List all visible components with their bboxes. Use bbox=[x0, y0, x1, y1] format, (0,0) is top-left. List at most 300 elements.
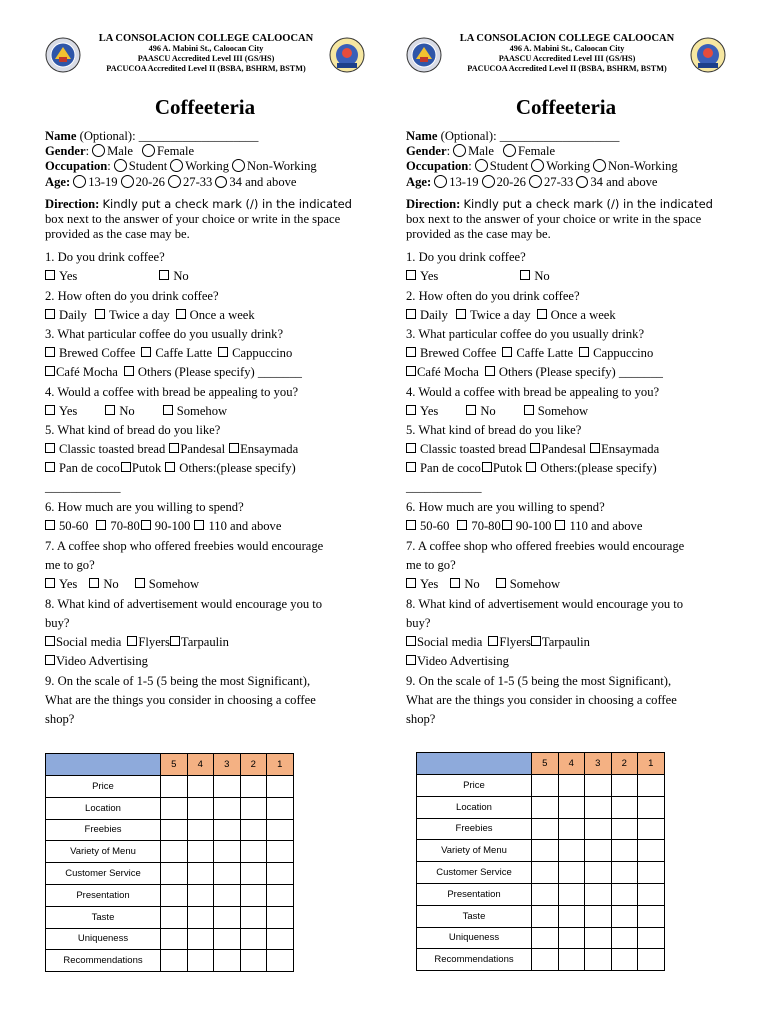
rating-factor-label: Variety of Menu bbox=[46, 841, 161, 863]
occupation-nonworking-radio[interactable] bbox=[232, 159, 245, 172]
gender-male-radio[interactable] bbox=[92, 144, 105, 157]
rating-cell-5[interactable] bbox=[161, 928, 188, 950]
rating-cell-4[interactable] bbox=[558, 862, 585, 884]
rating-cell-5[interactable] bbox=[532, 883, 559, 905]
q3-latte-checkbox[interactable] bbox=[502, 347, 512, 357]
occupation-student-label: Student bbox=[489, 159, 529, 173]
occupation-label: Occupation bbox=[406, 159, 469, 173]
rating-cell-3[interactable] bbox=[585, 775, 612, 797]
question-8-line-1: 8. What kind of advertisement would encourage you to bbox=[45, 597, 323, 611]
q8-tarpaulin-checkbox[interactable] bbox=[170, 636, 180, 646]
question-9-line-3: shop? bbox=[406, 712, 436, 726]
q3-others-label: Others (Please specify) _______ bbox=[498, 365, 663, 379]
school-address: 496 A. Mabini St., Caloocan City bbox=[509, 44, 625, 53]
q6-70-80-label: 70-80 bbox=[110, 519, 140, 533]
occupation-working-radio[interactable] bbox=[170, 159, 183, 172]
q5-blank-line[interactable]: ____________ bbox=[45, 480, 121, 494]
rating-cell-5[interactable] bbox=[161, 906, 188, 928]
q4-somehow-checkbox[interactable] bbox=[163, 405, 173, 415]
q7-somehow-label: Somehow bbox=[509, 577, 561, 591]
rating-cell-3[interactable] bbox=[585, 883, 612, 905]
q3-brewed-checkbox[interactable] bbox=[45, 347, 55, 357]
rating-factor-label: Price bbox=[417, 775, 532, 797]
q6-90-100-checkbox[interactable] bbox=[141, 520, 151, 530]
q5-blank-line[interactable]: ____________ bbox=[406, 480, 482, 494]
rating-cell-5[interactable] bbox=[532, 796, 559, 818]
age-27-33-radio[interactable] bbox=[529, 175, 542, 188]
q3-brewed-label: Brewed Coffee bbox=[59, 346, 136, 360]
q3-mocha-checkbox[interactable] bbox=[406, 366, 416, 376]
rating-factor-label: Customer Service bbox=[417, 862, 532, 884]
q3-options-b bbox=[45, 365, 302, 380]
rating-cell-4[interactable] bbox=[558, 840, 585, 862]
q8-social-checkbox[interactable] bbox=[45, 636, 55, 646]
rating-row bbox=[417, 775, 665, 797]
name-field[interactable]: ___________________ bbox=[496, 129, 620, 143]
q3-latte-label: Caffe Latte bbox=[516, 346, 574, 360]
q4-no-checkbox[interactable] bbox=[466, 405, 476, 415]
q3-mocha-label: Café Mocha bbox=[417, 365, 479, 379]
rating-cell-4[interactable] bbox=[558, 796, 585, 818]
rating-factor-label: Taste bbox=[417, 905, 532, 927]
rating-cell-3[interactable] bbox=[214, 841, 241, 863]
q6-110-label: 110 and above bbox=[569, 519, 643, 533]
q6-70-80-label: 70-80 bbox=[471, 519, 501, 533]
rating-row bbox=[417, 949, 665, 971]
q5-putok-checkbox[interactable] bbox=[121, 462, 131, 472]
rating-cell-2[interactable] bbox=[240, 906, 267, 928]
question-7-line-2: me to go? bbox=[406, 558, 456, 572]
q8-flyers-checkbox[interactable] bbox=[488, 636, 498, 646]
rating-cell-3[interactable] bbox=[585, 949, 612, 971]
question-3: 3. What particular coffee do you usually drink? bbox=[45, 327, 284, 341]
q1-no-checkbox[interactable] bbox=[520, 270, 530, 280]
rating-row bbox=[417, 862, 665, 884]
rating-cell-3[interactable] bbox=[214, 928, 241, 950]
rating-cell-2[interactable] bbox=[611, 862, 638, 884]
rating-cell-2[interactable] bbox=[611, 905, 638, 927]
rating-cell-1[interactable] bbox=[638, 862, 665, 884]
occupation-working-label: Working bbox=[546, 159, 591, 173]
question-9-line-2: What are the things you consider in choosing a coffee bbox=[406, 693, 677, 707]
name-optional-hint: (Optional): bbox=[437, 129, 497, 143]
occupation-student-label: Student bbox=[128, 159, 168, 173]
q5-others-checkbox[interactable] bbox=[526, 462, 536, 472]
rating-row bbox=[417, 905, 665, 927]
q5-ensaymada-label: Ensaymada bbox=[601, 442, 660, 456]
q5-others-label: Others:(please specify) bbox=[179, 461, 296, 475]
occupation-nonworking-radio[interactable] bbox=[593, 159, 606, 172]
q5-toasted-checkbox[interactable] bbox=[45, 443, 55, 453]
rating-cell-5[interactable] bbox=[161, 884, 188, 906]
q1-yes-checkbox[interactable] bbox=[406, 270, 416, 280]
rating-cell-5[interactable] bbox=[532, 862, 559, 884]
q2-daily-label: Daily bbox=[59, 308, 87, 322]
q1-yes-label: Yes bbox=[59, 269, 78, 283]
rating-factor-label: Price bbox=[46, 776, 161, 798]
rating-cell-4[interactable] bbox=[187, 884, 214, 906]
rating-row bbox=[46, 928, 294, 950]
q5-options-a bbox=[406, 442, 659, 457]
gender-male-radio[interactable] bbox=[453, 144, 466, 157]
rating-cell-1[interactable] bbox=[638, 927, 665, 949]
rating-cell-2[interactable] bbox=[240, 928, 267, 950]
q4-no-label: No bbox=[480, 404, 496, 418]
age-13-19-label: 13-19 bbox=[449, 175, 479, 189]
rating-cell-1[interactable] bbox=[267, 928, 294, 950]
age-34-above-radio[interactable] bbox=[215, 176, 227, 188]
question-8-line-2: buy? bbox=[45, 616, 70, 630]
rating-cell-2[interactable] bbox=[240, 797, 267, 819]
rating-cell-5[interactable] bbox=[532, 818, 559, 840]
q5-ensaymada-label: Ensaymada bbox=[240, 442, 299, 456]
rating-scale-table bbox=[416, 752, 665, 971]
rating-header-corner bbox=[417, 753, 532, 775]
q8-flyers-checkbox[interactable] bbox=[127, 636, 137, 646]
rating-cell-4[interactable] bbox=[558, 775, 585, 797]
question-9-line-2: What are the things you consider in choosing a coffee bbox=[45, 693, 316, 707]
q2-once-checkbox[interactable] bbox=[537, 309, 547, 319]
q4-yes-checkbox[interactable] bbox=[45, 405, 55, 415]
rating-cell-4[interactable] bbox=[558, 927, 585, 949]
rating-cell-5[interactable] bbox=[532, 840, 559, 862]
occupation-working-radio[interactable] bbox=[531, 159, 544, 172]
rating-cell-2[interactable] bbox=[611, 883, 638, 905]
occupation-working-label: Working bbox=[185, 159, 230, 173]
q8-video-checkbox[interactable] bbox=[406, 655, 416, 665]
rating-factor-label: Customer Service bbox=[46, 863, 161, 885]
occupation-row: Occupation: Student Working Non-Working bbox=[45, 159, 317, 173]
rating-row bbox=[417, 818, 665, 840]
school-header bbox=[45, 34, 365, 78]
rating-cell-1[interactable] bbox=[267, 863, 294, 885]
q2-daily-checkbox[interactable] bbox=[406, 309, 416, 319]
q3-brewed-checkbox[interactable] bbox=[406, 347, 416, 357]
rating-cell-1[interactable] bbox=[638, 905, 665, 927]
rating-header-1: 1 bbox=[638, 753, 665, 775]
rating-cell-4[interactable] bbox=[187, 950, 214, 972]
q4-somehow-checkbox[interactable] bbox=[524, 405, 534, 415]
q8-options-a bbox=[45, 635, 229, 650]
q5-toasted-label: Classic toasted bread bbox=[59, 442, 166, 456]
q2-daily-checkbox[interactable] bbox=[45, 309, 55, 319]
q3-cappuccino-checkbox[interactable] bbox=[579, 347, 589, 357]
rating-cell-4[interactable] bbox=[187, 776, 214, 798]
rating-factor-label: Presentation bbox=[46, 884, 161, 906]
gender-female-label: Female bbox=[156, 144, 195, 158]
occupation-student-radio[interactable] bbox=[114, 159, 127, 172]
rating-cell-4[interactable] bbox=[187, 928, 214, 950]
q4-yes-label: Yes bbox=[59, 404, 78, 418]
rating-cell-2[interactable] bbox=[240, 884, 267, 906]
q6-50-60-checkbox[interactable] bbox=[45, 520, 55, 530]
age-34-above-radio[interactable] bbox=[576, 176, 588, 188]
q6-110-checkbox[interactable] bbox=[194, 520, 204, 530]
direction-paragraph bbox=[406, 197, 726, 242]
age-20-26-radio[interactable] bbox=[121, 175, 134, 188]
rating-row bbox=[46, 841, 294, 863]
q8-options-b bbox=[406, 654, 509, 669]
rating-cell-3[interactable] bbox=[214, 819, 241, 841]
rating-row bbox=[46, 950, 294, 972]
rating-cell-1[interactable] bbox=[267, 950, 294, 972]
direction-text-a: Kindly put a check mark (/) in the indicated bbox=[463, 197, 713, 211]
rating-cell-5[interactable] bbox=[532, 927, 559, 949]
q6-50-60-label: 50-60 bbox=[59, 519, 89, 533]
q4-yes-label: Yes bbox=[420, 404, 439, 418]
rating-cell-2[interactable] bbox=[240, 776, 267, 798]
question-2: 2. How often do you drink coffee? bbox=[45, 289, 219, 303]
q5-ensaymada-checkbox[interactable] bbox=[229, 443, 239, 453]
name-optional-hint: (Optional): bbox=[76, 129, 136, 143]
q2-daily-label: Daily bbox=[420, 308, 448, 322]
q5-pandecoco-checkbox[interactable] bbox=[45, 462, 55, 472]
q5-options-b bbox=[406, 461, 657, 476]
q7-no-label: No bbox=[464, 577, 480, 591]
rating-cell-4[interactable] bbox=[187, 863, 214, 885]
school-header bbox=[406, 34, 726, 78]
rating-cell-1[interactable] bbox=[267, 819, 294, 841]
q5-pandecoco-checkbox[interactable] bbox=[406, 462, 416, 472]
rating-header-2: 2 bbox=[611, 753, 638, 775]
q2-options bbox=[406, 308, 616, 323]
age-13-19-radio[interactable] bbox=[73, 175, 86, 188]
question-9-line-3: shop? bbox=[45, 712, 75, 726]
rating-cell-1[interactable] bbox=[267, 841, 294, 863]
rating-cell-1[interactable] bbox=[638, 883, 665, 905]
q4-somehow-label: Somehow bbox=[176, 404, 228, 418]
q6-110-checkbox[interactable] bbox=[555, 520, 565, 530]
q8-tarpaulin-checkbox[interactable] bbox=[531, 636, 541, 646]
age-row bbox=[45, 175, 297, 190]
rating-cell-3[interactable] bbox=[585, 818, 612, 840]
gender-row: Gender: Male Female bbox=[45, 144, 195, 158]
q2-twice-checkbox[interactable] bbox=[456, 309, 466, 319]
q8-video-checkbox[interactable] bbox=[45, 655, 55, 665]
q6-70-80-checkbox[interactable] bbox=[457, 520, 467, 530]
rating-header-5: 5 bbox=[532, 753, 559, 775]
rating-cell-2[interactable] bbox=[240, 863, 267, 885]
gender-female-radio[interactable] bbox=[142, 144, 155, 157]
rating-cell-3[interactable] bbox=[585, 905, 612, 927]
occupation-row: Occupation: Student Working Non-Working bbox=[406, 159, 678, 173]
rating-cell-4[interactable] bbox=[187, 797, 214, 819]
q2-twice-checkbox[interactable] bbox=[95, 309, 105, 319]
rating-cell-5[interactable] bbox=[161, 776, 188, 798]
gender-female-radio[interactable] bbox=[503, 144, 516, 157]
q5-others-checkbox[interactable] bbox=[165, 462, 175, 472]
q7-somehow-checkbox[interactable] bbox=[496, 578, 506, 588]
rating-cell-1[interactable] bbox=[267, 884, 294, 906]
q1-options bbox=[406, 269, 550, 284]
rating-cell-3[interactable] bbox=[585, 927, 612, 949]
rating-header-corner bbox=[46, 754, 161, 776]
q3-options-a bbox=[406, 346, 653, 361]
q6-50-60-checkbox[interactable] bbox=[406, 520, 416, 530]
q1-no-label: No bbox=[173, 269, 189, 283]
q3-cappuccino-checkbox[interactable] bbox=[218, 347, 228, 357]
age-27-33-radio[interactable] bbox=[168, 175, 181, 188]
name-row bbox=[406, 129, 619, 144]
rating-cell-4[interactable] bbox=[558, 949, 585, 971]
q2-once-label: Once a week bbox=[189, 308, 255, 322]
q7-no-checkbox[interactable] bbox=[450, 578, 460, 588]
department-seal-icon bbox=[329, 37, 365, 73]
rating-cell-2[interactable] bbox=[240, 950, 267, 972]
age-13-19-radio[interactable] bbox=[434, 175, 447, 188]
q5-ensaymada-checkbox[interactable] bbox=[590, 443, 600, 453]
rating-cell-2[interactable] bbox=[611, 796, 638, 818]
q4-no-checkbox[interactable] bbox=[105, 405, 115, 415]
q8-options-a bbox=[406, 635, 590, 650]
q8-social-label: Social media bbox=[56, 635, 122, 649]
q3-others-label: Others (Please specify) _______ bbox=[137, 365, 302, 379]
rating-cell-4[interactable] bbox=[187, 819, 214, 841]
school-header-text bbox=[83, 34, 329, 74]
school-name: LA CONSOLACION COLLEGE CALOOCAN bbox=[459, 33, 675, 44]
rating-cell-4[interactable] bbox=[187, 906, 214, 928]
q5-putok-checkbox[interactable] bbox=[482, 462, 492, 472]
q3-others-checkbox[interactable] bbox=[124, 366, 134, 376]
q1-no-checkbox[interactable] bbox=[159, 270, 169, 280]
q3-mocha-checkbox[interactable] bbox=[45, 366, 55, 376]
q5-putok-label: Putok bbox=[492, 461, 523, 475]
rating-cell-2[interactable] bbox=[240, 841, 267, 863]
question-8-line-1: 8. What kind of advertisement would encourage you to bbox=[406, 597, 684, 611]
q1-yes-checkbox[interactable] bbox=[45, 270, 55, 280]
rating-cell-1[interactable] bbox=[638, 818, 665, 840]
rating-cell-1[interactable] bbox=[638, 775, 665, 797]
rating-cell-3[interactable] bbox=[214, 776, 241, 798]
rating-cell-3[interactable] bbox=[214, 906, 241, 928]
q4-options bbox=[45, 404, 227, 419]
question-2: 2. How often do you drink coffee? bbox=[406, 289, 580, 303]
rating-cell-3[interactable] bbox=[214, 950, 241, 972]
rating-cell-1[interactable] bbox=[638, 840, 665, 862]
q7-yes-label: Yes bbox=[59, 577, 78, 591]
rating-cell-4[interactable] bbox=[558, 883, 585, 905]
rating-header-row bbox=[46, 754, 294, 776]
q8-video-label: Video Advertising bbox=[417, 654, 509, 668]
rating-factor-label: Recommendations bbox=[46, 950, 161, 972]
q3-cappuccino-label: Cappuccino bbox=[593, 346, 654, 360]
rating-cell-4[interactable] bbox=[558, 818, 585, 840]
rating-cell-2[interactable] bbox=[611, 840, 638, 862]
rating-cell-1[interactable] bbox=[267, 906, 294, 928]
q4-no-label: No bbox=[119, 404, 135, 418]
rating-factor-label: Variety of Menu bbox=[417, 840, 532, 862]
gender-female-label: Female bbox=[517, 144, 556, 158]
rating-cell-5[interactable] bbox=[161, 819, 188, 841]
direction-label: Direction: bbox=[406, 197, 461, 211]
rating-header-4: 4 bbox=[187, 754, 214, 776]
rating-row bbox=[46, 863, 294, 885]
direction-text-a: Kindly put a check mark (/) in the indicated bbox=[102, 197, 352, 211]
rating-cell-1[interactable] bbox=[267, 776, 294, 798]
age-27-33-label: 27-33 bbox=[543, 175, 574, 189]
rating-cell-1[interactable] bbox=[267, 797, 294, 819]
rating-cell-2[interactable] bbox=[611, 949, 638, 971]
school-header-text bbox=[444, 34, 690, 74]
rating-row bbox=[417, 927, 665, 949]
q6-options bbox=[45, 519, 281, 534]
age-20-26-label: 20-26 bbox=[496, 175, 526, 189]
rating-cell-3[interactable] bbox=[585, 840, 612, 862]
q3-brewed-label: Brewed Coffee bbox=[420, 346, 497, 360]
q6-70-80-checkbox[interactable] bbox=[96, 520, 106, 530]
rating-factor-label: Freebies bbox=[46, 819, 161, 841]
q5-pandesal-checkbox[interactable] bbox=[169, 443, 179, 453]
q5-pandecoco-label: Pan de coco bbox=[59, 461, 120, 475]
q2-once-checkbox[interactable] bbox=[176, 309, 186, 319]
rating-factor-label: Freebies bbox=[417, 818, 532, 840]
q5-pandesal-checkbox[interactable] bbox=[530, 443, 540, 453]
q8-social-checkbox[interactable] bbox=[406, 636, 416, 646]
occupation-nonworking-label: Non-Working bbox=[608, 159, 678, 173]
rating-cell-4[interactable] bbox=[187, 841, 214, 863]
question-5: 5. What kind of bread do you like? bbox=[45, 423, 221, 437]
rating-factor-label: Taste bbox=[46, 906, 161, 928]
q5-putok-label: Putok bbox=[131, 461, 162, 475]
rating-factor-label: Uniqueness bbox=[417, 927, 532, 949]
age-13-19-label: 13-19 bbox=[88, 175, 118, 189]
q6-options bbox=[406, 519, 642, 534]
occupation-label: Occupation bbox=[45, 159, 108, 173]
q5-pandecoco-label: Pan de coco bbox=[420, 461, 481, 475]
rating-cell-1[interactable] bbox=[638, 796, 665, 818]
q3-others-checkbox[interactable] bbox=[485, 366, 495, 376]
question-7-line-2: me to go? bbox=[45, 558, 95, 572]
rating-cell-2[interactable] bbox=[611, 775, 638, 797]
rating-cell-3[interactable] bbox=[214, 863, 241, 885]
q7-somehow-checkbox[interactable] bbox=[135, 578, 145, 588]
age-20-26-radio[interactable] bbox=[482, 175, 495, 188]
rating-cell-3[interactable] bbox=[585, 862, 612, 884]
rating-cell-5[interactable] bbox=[161, 950, 188, 972]
age-row bbox=[406, 175, 658, 190]
form-title: Coffeeteria bbox=[154, 95, 256, 119]
q6-90-100-checkbox[interactable] bbox=[502, 520, 512, 530]
q4-yes-checkbox[interactable] bbox=[406, 405, 416, 415]
q7-no-checkbox[interactable] bbox=[89, 578, 99, 588]
rating-cell-5[interactable] bbox=[532, 775, 559, 797]
question-9-line-1: 9. On the scale of 1-5 (5 being the most Significant), bbox=[45, 674, 311, 688]
q7-yes-checkbox[interactable] bbox=[45, 578, 55, 588]
occupation-student-radio[interactable] bbox=[475, 159, 488, 172]
q5-toasted-checkbox[interactable] bbox=[406, 443, 416, 453]
rating-cell-3[interactable] bbox=[214, 797, 241, 819]
rating-cell-3[interactable] bbox=[585, 796, 612, 818]
rating-cell-3[interactable] bbox=[214, 884, 241, 906]
rating-cell-5[interactable] bbox=[161, 863, 188, 885]
rating-cell-2[interactable] bbox=[240, 819, 267, 841]
rating-cell-5[interactable] bbox=[532, 949, 559, 971]
rating-cell-5[interactable] bbox=[161, 841, 188, 863]
name-field[interactable]: ___________________ bbox=[135, 129, 259, 143]
name-row bbox=[45, 129, 258, 144]
rating-cell-4[interactable] bbox=[558, 905, 585, 927]
rating-cell-5[interactable] bbox=[532, 905, 559, 927]
rating-cell-5[interactable] bbox=[161, 797, 188, 819]
rating-cell-2[interactable] bbox=[611, 927, 638, 949]
q3-latte-checkbox[interactable] bbox=[141, 347, 151, 357]
direction-text-b: box next to the answer of your choice or write in the space provided as the case may be. bbox=[45, 212, 341, 241]
q2-twice-label: Twice a day bbox=[108, 308, 170, 322]
rating-cell-2[interactable] bbox=[611, 818, 638, 840]
rating-cell-1[interactable] bbox=[638, 949, 665, 971]
gender-label: Gender bbox=[406, 144, 447, 158]
q7-yes-checkbox[interactable] bbox=[406, 578, 416, 588]
